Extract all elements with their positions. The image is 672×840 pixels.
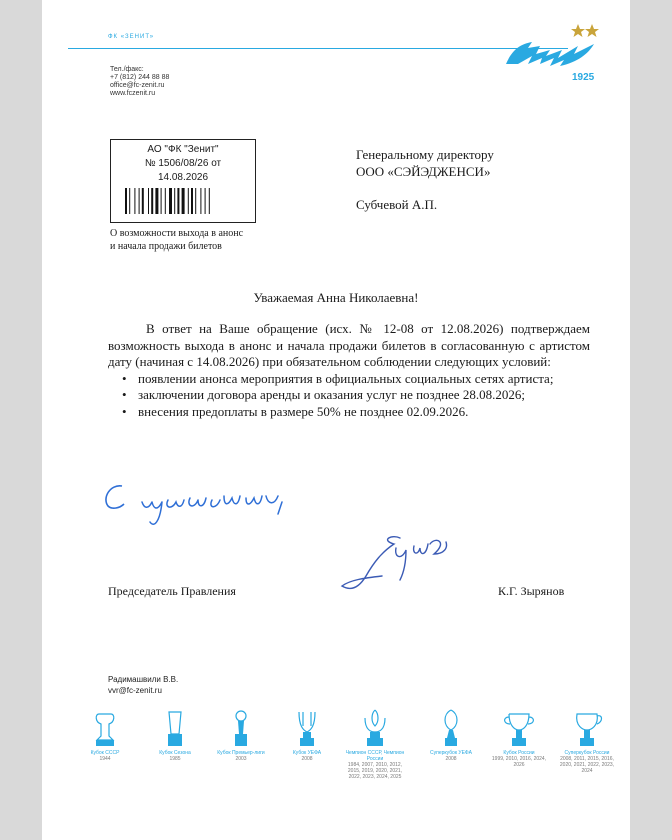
trophy-icon — [87, 708, 123, 748]
recipient-company: ООО «СЭЙЭДЖЕНСИ» — [356, 164, 491, 179]
stamp-line-date: 14.08.2026 — [157, 172, 209, 183]
barcode-bar — [177, 188, 179, 214]
barcode-bar — [169, 188, 172, 214]
trophy-years: 1944 — [99, 756, 111, 762]
trophy-item — [142, 708, 208, 762]
barcode-bar — [134, 188, 135, 214]
trophy-item — [274, 708, 340, 762]
stamp-line-org: АО "ФК "Зенит" — [147, 144, 219, 155]
contact-email: office@fc-zenit.ru — [110, 82, 165, 89]
signatory-title: Председатель Правления — [108, 584, 236, 598]
trophy-years: 1999, 2010, 2016, 2024, 2026 — [491, 756, 547, 768]
handwritten-closing — [98, 472, 318, 532]
contact-website: www.fczenit.ru — [110, 90, 156, 97]
barcode-bar — [209, 188, 210, 214]
trophy-name: Суперкубок России — [564, 750, 610, 756]
trophy-name: Кубок Сезона — [159, 750, 191, 756]
barcode-bar — [155, 188, 158, 214]
condition-item: • внесения предоплаты в размере 50% не позднее 02.09.2026. — [122, 403, 469, 419]
barcode-bar — [200, 188, 201, 214]
barcode-bar — [161, 188, 162, 214]
executor-email: vvr@fc-zenit.ru — [108, 686, 162, 695]
executor-block — [108, 674, 178, 696]
barcode-bar — [165, 188, 166, 214]
trophy-item — [72, 708, 138, 762]
barcode-bar — [142, 188, 144, 214]
barcode-bar — [195, 188, 196, 214]
trophy-icon — [289, 708, 325, 748]
trophy-item — [342, 708, 408, 780]
stamp-line-number: № 1506/08/26 от — [144, 158, 222, 169]
signature-image — [322, 528, 452, 598]
barcode-bar — [129, 188, 130, 214]
condition-item: • заключении договора аренды и оказания услуг не позднее 28.08.2026; — [122, 387, 525, 402]
conditions-list — [108, 371, 590, 421]
trophy-icon — [569, 708, 605, 748]
barcode-bar — [125, 188, 127, 214]
barcode-bar — [205, 188, 206, 214]
header-divider — [68, 48, 568, 49]
letter-subject — [110, 227, 243, 253]
trophy-years: 2008, 2011, 2015, 2016, 2020, 2021, 2022, 2023, 2024 — [559, 756, 615, 774]
trophy-years: 1984, 2007, 2010, 2012, 2015, 2019, 2020, 2021, 2022, 2023, 2024, 2025 — [347, 762, 403, 780]
subject-line-1: О возможности выхода в анонс — [110, 228, 244, 239]
barcode-bar — [139, 188, 140, 214]
trophy-icon — [357, 708, 393, 748]
contact-block — [110, 66, 169, 98]
trophy-years: 2008 — [301, 756, 313, 762]
trophy-item — [418, 708, 484, 762]
trophy-years: 2008 — [445, 756, 457, 762]
trophy-name: Кубок Премьер-лиги — [217, 750, 265, 756]
contact-label: Тел./факс: — [110, 66, 144, 73]
condition-text: заключении договора аренды и оказания услуг не позднее 28.08.2026; — [138, 387, 525, 402]
barcode-bar — [174, 188, 175, 214]
trophy-item — [554, 708, 620, 774]
registration-stamp — [110, 139, 256, 223]
trophy-years: 1985 — [169, 756, 181, 762]
trophy-years: 2003 — [235, 756, 247, 762]
trophy-icon — [223, 708, 259, 748]
trophy-name: Кубок СССР — [90, 750, 120, 756]
condition-item: • появлении анонса мероприятия в официальных социальных сетях артиста; — [122, 370, 554, 386]
barcode-bar — [188, 188, 189, 214]
trophy-name: Чемпион СССР, Чемпион России — [345, 750, 405, 762]
trophy-icon — [501, 708, 537, 748]
trophy-row — [72, 708, 615, 828]
recipient-name: Субчевой А.П. — [356, 197, 438, 212]
club-name-small: ФК «ЗЕНИТ» — [108, 34, 155, 40]
condition-text: внесения предоплаты в размере 50% не позднее 02.09.2026. — [138, 403, 469, 419]
trophy-icon — [157, 708, 193, 748]
barcode-bar — [148, 188, 149, 214]
trophy-icon — [433, 708, 469, 748]
recipient-block — [356, 146, 494, 213]
executor-name: Радимашвили В.В. — [108, 675, 179, 684]
trophy-item — [208, 708, 274, 762]
subject-line-2: и начала продажи билетов — [110, 241, 222, 252]
trophy-name: Кубок России — [503, 750, 535, 756]
letter-page — [42, 0, 630, 840]
signatory-name: К.Г. Зырянов — [498, 584, 565, 598]
body-paragraph: В ответ на Ваше обращение (исх. № 12-08 от 12.08.2026) подтверждаем возможность выхода в анонс и начала продажи билетов в согласованную с артистом дату (начиная с 14.08.2026) при обязательном соблюдении следующих условий: — [108, 321, 590, 369]
trophy-name: Кубок УЕФА — [292, 750, 322, 756]
barcode-bar — [182, 188, 185, 214]
contact-phone: +7 (812) 244 88 88 — [110, 74, 170, 81]
trophy-name: Суперкубок УЕФА — [430, 750, 472, 756]
recipient-position: Генеральному директору — [356, 147, 494, 162]
trophy-item — [486, 708, 552, 768]
barcode-bar — [151, 188, 153, 214]
zenit-logo — [498, 20, 602, 84]
barcode-bar — [191, 188, 193, 214]
greeting: Уважаемая Анна Николаевна! — [253, 290, 419, 305]
letter-body — [108, 321, 590, 420]
logo-year: 1925 — [572, 72, 595, 83]
condition-text: появлении анонса мероприятия в официальных социальных сетях артиста; — [138, 370, 554, 386]
barcode — [125, 188, 243, 214]
